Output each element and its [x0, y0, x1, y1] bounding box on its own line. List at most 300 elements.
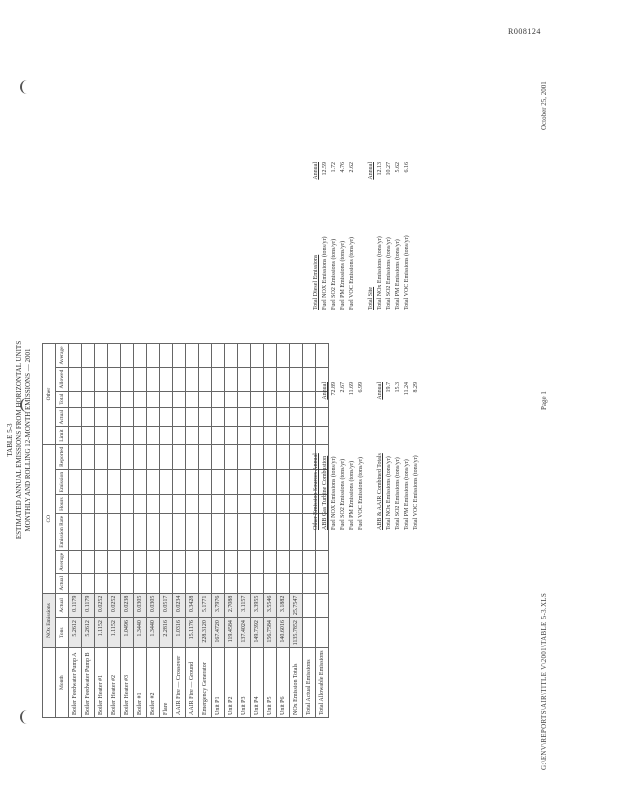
column-header: Emission: [56, 469, 69, 494]
table-cell: [199, 495, 212, 513]
table-cell: [147, 550, 160, 573]
table-cell: [69, 513, 82, 550]
table-cell: [108, 573, 121, 593]
table-cell: [108, 550, 121, 573]
table-cell: [69, 550, 82, 573]
note-row: [312, 162, 321, 310]
table-cell: [160, 573, 173, 593]
table-cell: [251, 407, 264, 427]
note-value: 2.62: [349, 162, 355, 173]
note-label: Total Site: [368, 286, 374, 310]
note-label: Total SO2 Emissions (tons/yr): [386, 237, 392, 310]
table-cell: [186, 407, 199, 427]
column-header: Allowed: [56, 367, 69, 391]
table-cell: [225, 367, 238, 391]
table-cell: [264, 495, 277, 513]
table-cell: [199, 427, 212, 444]
table-cell: [82, 573, 95, 593]
note-value: 4.76: [340, 162, 346, 173]
table-cell: [238, 469, 251, 494]
note-label: Fuel NOX Emissions (tons/yr): [331, 456, 337, 530]
table-cell: [147, 513, 160, 550]
table-cell: [95, 495, 108, 513]
note-value: 8.29: [413, 382, 419, 393]
table-cell: 15.1176: [186, 618, 199, 648]
table-cell: [264, 513, 277, 550]
table-cell: [212, 513, 225, 550]
note-row: [357, 382, 366, 530]
table-cell: [95, 344, 108, 367]
table-cell: 0.1179: [69, 593, 82, 618]
table-cell: [173, 344, 186, 367]
column-header: Hours: [56, 495, 69, 513]
table-cell: [82, 407, 95, 427]
table-cell: [69, 391, 82, 407]
table-cell: [173, 444, 186, 469]
table-row: [82, 344, 95, 718]
table-cell: [199, 407, 212, 427]
note-label: Fuel SO2 Emissions (tons/yr): [331, 238, 337, 310]
table-cell: Boiler Feedwater Pump A: [69, 648, 82, 718]
table-cell: [147, 427, 160, 444]
totals-cell: 1135.7852: [290, 618, 303, 648]
note-label: Total PM Emissions (tons/yr): [404, 459, 410, 530]
table-cell: Boiler #2: [147, 648, 160, 718]
notes-left: Other Emission Sources Annual ABB Gas Turbine Combustion Annual Fuel NOX Emissions (tons/yr) 72.89 Fuel SO2 Emissions (tons/yr) 2.67 Fuel PM Emissions (tons/yr) 11.69 Fuel VOC Emissions (tons/yr) 6.99 ABB & AAIR Combined Totals Annual Total NOx Emissions (tons/yr) 19.7 Total SO2 Emissions (tons/yr) 15.3 Total PM Emissions (tons/yr) 11.24 Total VOC Emissions (tons/yr) 8.29: [313, 382, 419, 530]
note-value: 19.7: [386, 382, 392, 393]
note-value: 6.16: [404, 162, 410, 173]
table-row: [277, 344, 290, 718]
table-cell: [121, 391, 134, 407]
table-cell: [147, 367, 160, 391]
table-cell: 2.7088: [225, 593, 238, 618]
note-value: 10.27: [386, 162, 392, 176]
table-cell: Unit P3: [238, 648, 251, 718]
table-cell: [225, 513, 238, 550]
table-cell: [199, 550, 212, 573]
column-header: Limit: [56, 427, 69, 444]
notes-block: [321, 382, 366, 530]
table-cell: [251, 573, 264, 593]
table-cell: [238, 344, 251, 367]
column-header: Actual: [56, 407, 69, 427]
table-cell: [251, 550, 264, 573]
note-row: [394, 162, 403, 310]
note-label: Fuel VOC Emissions (tons/yr): [349, 236, 355, 310]
note-row: [321, 382, 330, 530]
notes-block: [312, 162, 357, 310]
summary-label: Total Allowable Emissions: [316, 648, 329, 718]
table-cell: Boiler Heater #2: [108, 648, 121, 718]
rotated-page: [0, 20, 560, 780]
table-cell: 3.7976: [212, 593, 225, 618]
table-cell: [212, 344, 225, 367]
group-header-row: [43, 344, 56, 718]
table-cell: 0.0517: [160, 593, 173, 618]
table-cell: 228.3120: [199, 618, 212, 648]
table-cell: [69, 407, 82, 427]
table-cell: Unit P1: [212, 648, 225, 718]
table-cell: [186, 495, 199, 513]
table-cell: [212, 367, 225, 391]
table-cell: [160, 367, 173, 391]
table-cell: [173, 573, 186, 593]
table-cell: [251, 469, 264, 494]
footer-page: Page 1: [540, 391, 548, 410]
table-cell: [264, 550, 277, 573]
note-value: Annual: [377, 382, 383, 400]
table-cell: [69, 367, 82, 391]
table-cell: [160, 407, 173, 427]
note-value: 11.69: [349, 382, 355, 396]
note-value: 12.59: [322, 162, 328, 176]
table-cell: 5.1771: [199, 593, 212, 618]
column-header: Actual: [56, 593, 69, 618]
table-body: [69, 344, 329, 718]
table-cell: [238, 427, 251, 444]
note-row: [330, 382, 339, 530]
notes-block: [376, 382, 421, 530]
table-cell: [95, 573, 108, 593]
note-label: Fuel PM Emissions (tons/yr): [349, 460, 355, 530]
table-cell: [147, 391, 160, 407]
table-cell: 0.0305: [147, 593, 160, 618]
table-cell: Unit P5: [264, 648, 277, 718]
table-row: [199, 344, 212, 718]
table-cell: [108, 427, 121, 444]
note-label: Total SO2 Emissions (tons/yr): [395, 457, 401, 530]
table-row: [225, 344, 238, 718]
table-cell: [121, 550, 134, 573]
table-cell: [225, 550, 238, 573]
table-cell: [82, 391, 95, 407]
table-cell: [160, 444, 173, 469]
note-row: [376, 162, 385, 310]
table-cell: [147, 407, 160, 427]
table-cell: [160, 344, 173, 367]
table-cell: [186, 427, 199, 444]
table-cell: [212, 391, 225, 407]
table-cell: [251, 495, 264, 513]
table-row: [121, 344, 134, 718]
table-cell: [225, 573, 238, 593]
table-cell: [251, 344, 264, 367]
note-value: 6.99: [358, 382, 364, 393]
table-cell: [69, 495, 82, 513]
note-value: 2.67: [340, 382, 346, 393]
table-cell: [82, 344, 95, 367]
table-cell: [277, 367, 290, 391]
table-cell: [147, 495, 160, 513]
table-cell: [238, 444, 251, 469]
table-cell: [134, 573, 147, 593]
note-row: [403, 382, 412, 530]
table-cell: 3.3955: [251, 593, 264, 618]
table-cell: [238, 407, 251, 427]
table-cell: [173, 391, 186, 407]
table-cell: [134, 427, 147, 444]
table-cell: [160, 495, 173, 513]
table-cell: 0.0252: [95, 593, 108, 618]
table-cell: [212, 469, 225, 494]
table-cell: Boiler Feedwater Pump B: [82, 648, 95, 718]
column-header: Average: [56, 550, 69, 573]
table-cell: [238, 573, 251, 593]
table-cell: [134, 513, 147, 550]
table-cell: [82, 444, 95, 469]
note-label: Total VOC Emissions (tons/yr): [404, 235, 410, 310]
table-cell: [238, 367, 251, 391]
table-cell: [82, 367, 95, 391]
table-cell: [277, 513, 290, 550]
table-cell: [95, 391, 108, 407]
table-cell: [173, 367, 186, 391]
table-cell: [277, 495, 290, 513]
summary-label: Total Actual Emissions: [303, 648, 316, 718]
table-cell: [82, 513, 95, 550]
table-cell: [238, 495, 251, 513]
table-cell: [134, 469, 147, 494]
table-cell: [199, 513, 212, 550]
table-cell: 3.5546: [264, 593, 277, 618]
table-cell: [160, 427, 173, 444]
table-cell: 0.0252: [108, 593, 121, 618]
table-cell: [277, 573, 290, 593]
table-row: [173, 344, 186, 718]
note-label: Total PM Emissions (tons/yr): [395, 239, 401, 310]
note-row: [339, 162, 348, 310]
table-cell: [277, 444, 290, 469]
note-value: 72.89: [331, 382, 337, 396]
column-header: Total: [56, 391, 69, 407]
table-cell: [212, 427, 225, 444]
note-value: Annual: [313, 162, 319, 180]
table-cell: [225, 444, 238, 469]
column-header-row: [56, 344, 69, 718]
note-value: 12.13: [377, 162, 383, 176]
table-cell: [199, 367, 212, 391]
table-cell: [238, 391, 251, 407]
table-cell: [277, 407, 290, 427]
table-cell: [264, 469, 277, 494]
table-cell: [212, 495, 225, 513]
table-cell: [225, 495, 238, 513]
table-cell: 140.6016: [277, 618, 290, 648]
footer-path: G:\ENV\REPORTS\AIR\TITLE V\2001\TABLE 5-3.XLS: [540, 592, 548, 770]
group-header: CO: [43, 444, 56, 593]
note-row: [321, 162, 330, 310]
table-cell: [277, 469, 290, 494]
table-cell: 1.3440: [147, 618, 160, 648]
table-row: [160, 344, 173, 718]
notes-block: [367, 162, 412, 310]
column-header: Tons: [56, 618, 69, 648]
table-cell: [186, 344, 199, 367]
note-label: ABB Gas Turbine Combustion: [322, 455, 328, 530]
table-cell: [108, 367, 121, 391]
table-cell: [186, 391, 199, 407]
table-row: [212, 344, 225, 718]
table-cell: 1.1152: [95, 618, 108, 648]
table-cell: Emergency Generator: [199, 648, 212, 718]
table-cell: [121, 344, 134, 367]
table-cell: [108, 344, 121, 367]
note-value: Annual: [322, 382, 328, 400]
table-cell: [108, 495, 121, 513]
table-cell: [199, 344, 212, 367]
table-cell: 5.2612: [82, 618, 95, 648]
table-cell: [225, 407, 238, 427]
table-cell: 167.4720: [212, 618, 225, 648]
table-cell: [173, 427, 186, 444]
table-cell: [264, 367, 277, 391]
table-cell: [95, 427, 108, 444]
table-cell: Boiler Heater #3: [121, 648, 134, 718]
note-label: Fuel NOX Emissions (tons/yr): [322, 236, 328, 310]
emissions-table: [42, 343, 329, 718]
table-cell: [225, 469, 238, 494]
table-cell: [134, 495, 147, 513]
table-cell: [186, 550, 199, 573]
table-cell: [69, 573, 82, 593]
table-cell: [173, 513, 186, 550]
table-row: [134, 344, 147, 718]
column-header: Emission Rate: [56, 513, 69, 550]
table-cell: [69, 444, 82, 469]
table-cell: [264, 573, 277, 593]
note-value: 5.62: [395, 162, 401, 173]
table-cell: [82, 427, 95, 444]
note-label: Total VOC Emissions (tons/yr): [413, 455, 419, 530]
table-cell: [134, 391, 147, 407]
table-cell: [82, 495, 95, 513]
note-label: ABB & AAIR Combined Totals: [377, 453, 383, 530]
group-header: Other: [43, 344, 56, 444]
note-row: [330, 162, 339, 310]
note-label: Fuel VOC Emissions (tons/yr): [358, 456, 364, 530]
table-cell: [134, 444, 147, 469]
table-row: [251, 344, 264, 718]
note-row: [385, 382, 394, 530]
table-cell: [264, 391, 277, 407]
table-cell: 156.7584: [264, 618, 277, 648]
totals-cell: NOx Emission Totals: [290, 648, 303, 718]
table-cell: [121, 495, 134, 513]
table-row: [95, 344, 108, 718]
note-label: Fuel PM Emissions (tons/yr): [340, 240, 346, 310]
table-cell: [121, 469, 134, 494]
table-cell: [199, 444, 212, 469]
table-cell: [199, 573, 212, 593]
table-cell: 1.0316: [173, 618, 186, 648]
note-value: Annual: [368, 162, 374, 180]
table-cell: [173, 550, 186, 573]
table-cell: [251, 444, 264, 469]
table-cell: [225, 427, 238, 444]
table-cell: [186, 469, 199, 494]
group-header: NOx Emissions: [43, 593, 56, 648]
table-cell: AAIR Fire — Ground: [186, 648, 199, 718]
table-cell: [121, 573, 134, 593]
table-cell: [147, 573, 160, 593]
table-cell: 149.7392: [251, 618, 264, 648]
column-header: Month: [56, 648, 69, 718]
table-cell: 3.1157: [238, 593, 251, 618]
table-cell: [186, 444, 199, 469]
note-label: Total NOx Emissions (tons/yr): [386, 456, 392, 530]
column-header: Reported: [56, 444, 69, 469]
table-cell: [82, 550, 95, 573]
table-cell: [186, 513, 199, 550]
note-row: [376, 382, 385, 530]
note-value: 1.72: [331, 162, 337, 173]
table-cell: [212, 550, 225, 573]
table-cell: [251, 427, 264, 444]
table-row: [238, 344, 251, 718]
table-cell: 0.0234: [173, 593, 186, 618]
table-cell: 0.0305: [134, 593, 147, 618]
table-cell: [95, 513, 108, 550]
table-cell: 1.3440: [134, 618, 147, 648]
table-cell: Flare: [160, 648, 173, 718]
note-label: Total Diesel Emissions: [313, 254, 319, 310]
table-cell: [225, 391, 238, 407]
note-label: Fuel SO2 Emissions (tons/yr): [340, 458, 346, 530]
table-cell: [69, 469, 82, 494]
note-value: 15.3: [395, 382, 401, 393]
table-cell: Boiler Heater #1: [95, 648, 108, 718]
table-cell: 0.0238: [121, 593, 134, 618]
table-cell: [264, 427, 277, 444]
table-cell: [251, 391, 264, 407]
document-id: R008124: [508, 27, 541, 36]
table-cell: [108, 469, 121, 494]
table-cell: [108, 444, 121, 469]
table-cell: [212, 407, 225, 427]
table-cell: 0.3428: [186, 593, 199, 618]
table-cell: [134, 344, 147, 367]
table-row: [108, 344, 121, 718]
note-row: [403, 162, 412, 310]
table-cell: [264, 444, 277, 469]
table-cell: [277, 344, 290, 367]
table-cell: 1.0496: [121, 618, 134, 648]
table-cell: [134, 550, 147, 573]
table-cell: [95, 444, 108, 469]
table-cell: [277, 427, 290, 444]
table-cell: [108, 407, 121, 427]
table-cell: [199, 391, 212, 407]
table-cell: [251, 513, 264, 550]
table-cell: 5.2612: [69, 618, 82, 648]
note-row: [412, 382, 421, 530]
table-cell: [121, 367, 134, 391]
table-cell: 2.2816: [160, 618, 173, 648]
table-cell: 137.4024: [238, 618, 251, 648]
table-cell: [147, 469, 160, 494]
table-cell: 119.4584: [225, 618, 238, 648]
table-title: TABLE 5-3 ESTIMATED ANNUAL EMISSIONS FROM HORIZONTAL UNITS MONTHLY AND ROLLING 12-MONTH EMISSIONS — 2001: [6, 340, 32, 540]
table-cell: [134, 407, 147, 427]
table-cell: [108, 391, 121, 407]
note-row: [367, 162, 376, 310]
table-cell: [225, 344, 238, 367]
table-cell: [173, 495, 186, 513]
table-cell: 0.1179: [82, 593, 95, 618]
table-cell: [173, 469, 186, 494]
table-cell: [199, 469, 212, 494]
footer-date: October 25, 2001: [540, 81, 548, 130]
